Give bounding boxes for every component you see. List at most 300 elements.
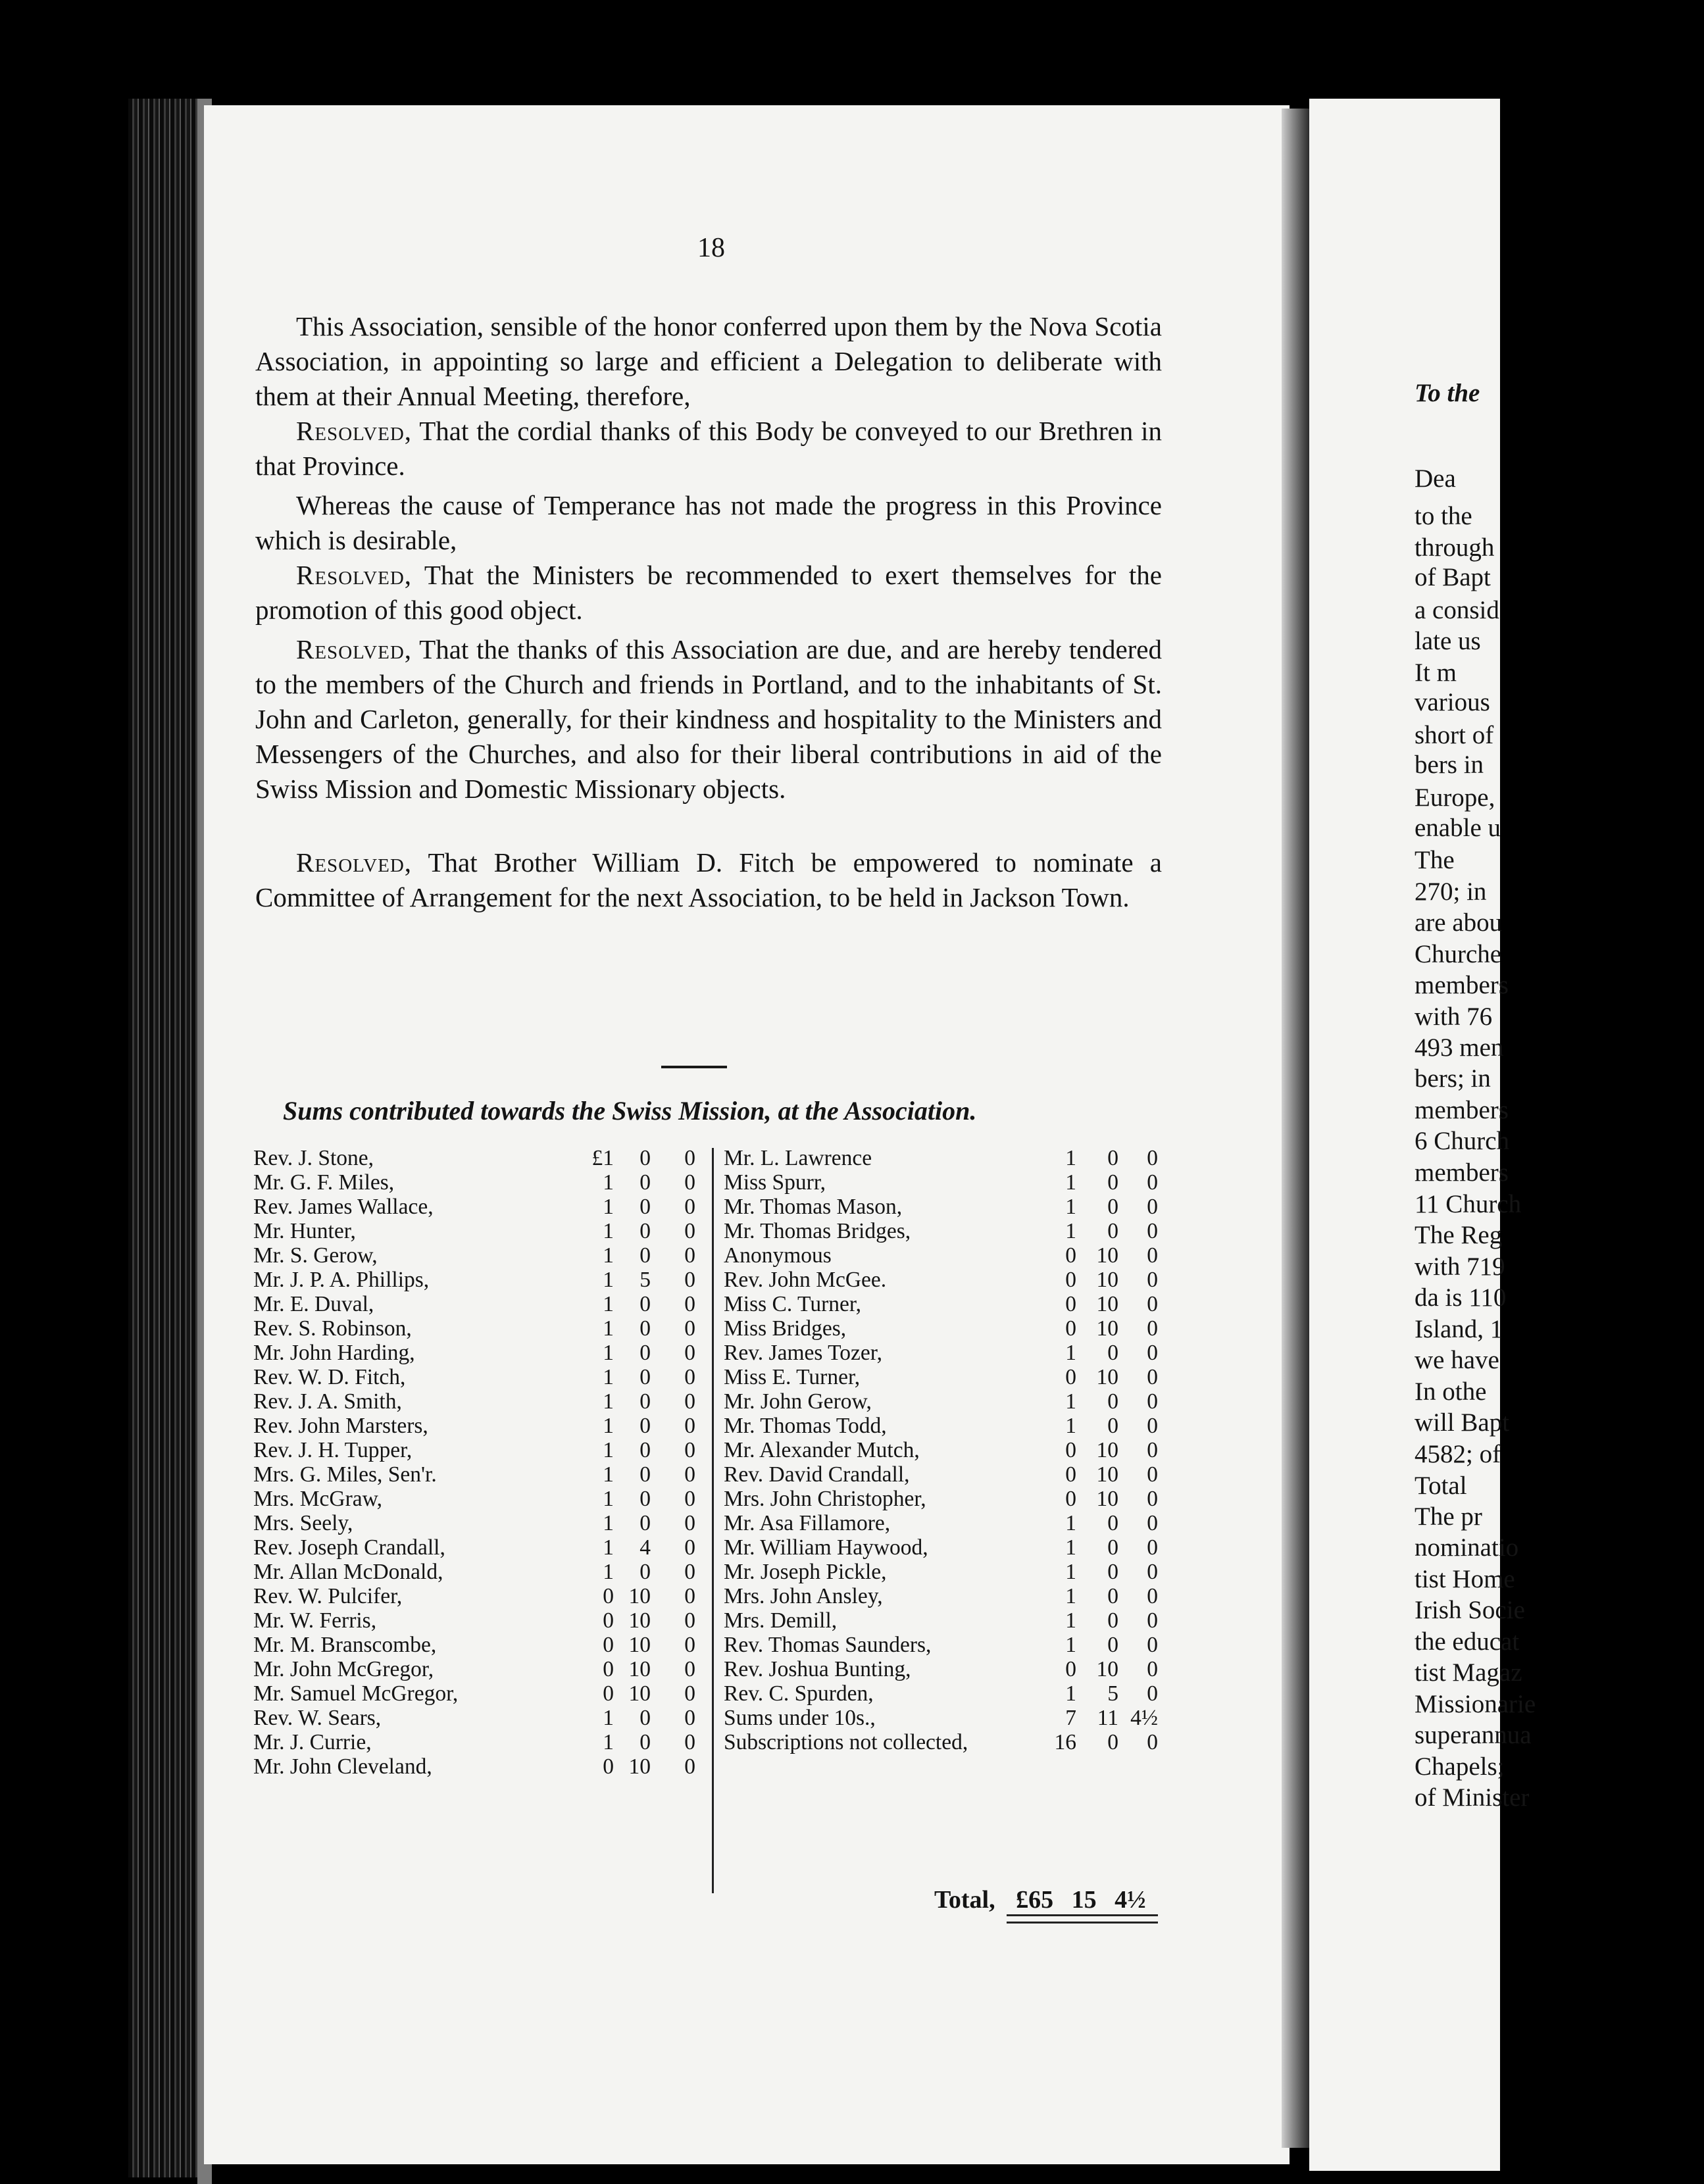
contributor-name: Rev. J. A. Smith, [253,1389,402,1414]
facing-page-line: late us [1415,627,1481,655]
pence-amount: 0 [1147,1584,1158,1608]
contribution-row [724,1487,1184,1511]
contributor-name: Mrs. Seely, [253,1511,353,1535]
contribution-row [724,1365,1184,1389]
facing-page-line: members [1415,1158,1509,1187]
contributor-name: Rev. John McGee. [724,1268,887,1292]
contributor-name: Mr. Thomas Mason, [724,1195,903,1219]
shillings-amount: 10 [1096,1268,1118,1292]
contribution-row [724,1511,1184,1535]
contribution-row [253,1146,707,1170]
contribution-row [724,1438,1184,1462]
shillings-amount: 0 [1107,1633,1118,1657]
pounds-amount: 0 [603,1657,614,1681]
pence-amount: 0 [684,1730,695,1754]
facing-page-line: The Reg [1415,1221,1503,1249]
contributor-name: Miss Bridges, [724,1316,847,1341]
contribution-row [253,1535,707,1560]
contribution-row [253,1754,707,1779]
facing-page-line: of Minister [1415,1783,1530,1812]
pence-amount: 0 [684,1219,695,1243]
contribution-row [253,1657,707,1681]
pounds-amount: 1 [603,1462,614,1487]
facing-page-line: through [1415,534,1495,562]
contributor-name: Miss Spurr, [724,1170,826,1195]
facing-page-line: Europe, [1415,783,1495,812]
page-gutter [1282,109,1309,2148]
facing-page-line: with 719 [1415,1253,1505,1281]
contribution-row [253,1365,707,1389]
contributor-name: Mr. Thomas Todd, [724,1414,887,1438]
contribution-row [253,1706,707,1730]
pence-amount: 0 [1147,1414,1158,1438]
contributor-name: Mr. J. P. A. Phillips, [253,1268,430,1292]
total-pounds: £65 [1016,1886,1054,1914]
contributor-name: Mrs. John Ansley, [724,1584,883,1608]
contribution-row [724,1292,1184,1316]
pounds-amount: 1 [603,1195,614,1219]
contributor-name: Rev. J. Stone, [253,1146,374,1170]
shillings-amount: 0 [639,1511,651,1535]
shillings-amount: 0 [1107,1730,1118,1754]
pence-amount: 0 [1147,1633,1158,1657]
pounds-amount: 1 [603,1292,614,1316]
contribution-row [724,1730,1184,1754]
facing-page-line: tist Home [1415,1565,1515,1593]
facing-page-line: 270; in [1415,878,1487,906]
shillings-amount: 0 [1107,1414,1118,1438]
pounds-amount: 1 [603,1365,614,1389]
pounds-amount: 0 [1065,1462,1076,1487]
shillings-amount: 10 [628,1681,651,1706]
pence-amount: 0 [1147,1560,1158,1584]
contribution-row [253,1560,707,1584]
paragraph-resolved-thanks [255,414,1162,484]
contributor-name: Rev. C. Spurden, [724,1681,874,1706]
pence-amount: 0 [684,1341,695,1365]
contributor-name: Rev. James Wallace, [253,1195,434,1219]
pounds-amount: 0 [1065,1268,1076,1292]
shillings-amount: 0 [639,1487,651,1511]
shillings-amount: 11 [1097,1706,1118,1730]
contribution-row [253,1608,707,1633]
paragraph-resolved-hospitality [255,632,1162,807]
pence-amount: 0 [1147,1316,1158,1341]
pence-amount: 0 [684,1706,695,1730]
contributor-name: Mr. John McGregor, [253,1657,434,1681]
total-shillings: 15 [1071,1886,1097,1914]
table-heading: Sums contributed towards the Swiss Mission, at the Association. [283,1096,977,1126]
facing-page-line: The pr [1415,1502,1482,1531]
pence-amount: 0 [684,1633,695,1657]
contribution-row [253,1487,707,1511]
paragraph-text: That the thanks of this Association are due, and are hereby tendered to the members of the Church and friends in Portland, and to the inhabitants of St. John and Carleton, generally, for their kindness and hospitality to the Ministers and Messengers of the Churches, and also for their liberal contributions in aid of the Swiss Mission and Domestic Missionary objects. [255,634,1162,804]
pence-amount: 0 [684,1268,695,1292]
shillings-amount: 0 [1107,1560,1118,1584]
contribution-row [253,1316,707,1341]
contributor-name: Mr. Samuel McGregor, [253,1681,459,1706]
shillings-amount: 0 [639,1438,651,1462]
contributor-name: Mr. Asa Fillamore, [724,1511,891,1535]
pence-amount: 0 [1147,1341,1158,1365]
pounds-amount: 1 [603,1560,614,1584]
facing-page-line: Missionarie [1415,1690,1536,1718]
pounds-amount: 0 [1065,1316,1076,1341]
shillings-amount: 0 [639,1462,651,1487]
contribution-row [724,1560,1184,1584]
pence-amount: 0 [1147,1243,1158,1268]
contributor-name: Miss E. Turner, [724,1365,861,1389]
pence-amount: 0 [1147,1487,1158,1511]
facing-page-line: Total [1415,1472,1467,1500]
pounds-amount: 1 [603,1730,614,1754]
contributor-name: Mr. John Harding, [253,1341,415,1365]
contribution-row [724,1681,1184,1706]
pence-amount: 0 [684,1535,695,1560]
pence-amount: 0 [1147,1219,1158,1243]
facing-page-line: The [1415,846,1455,874]
pence-amount: 0 [1147,1170,1158,1195]
shillings-amount: 0 [639,1292,651,1316]
facing-page-line: bers; in [1415,1064,1491,1093]
pence-amount: 0 [684,1316,695,1341]
contribution-row [724,1341,1184,1365]
contributor-name: Rev. W. D. Fitch, [253,1365,406,1389]
contributor-name: Mr. Hunter, [253,1219,356,1243]
pence-amount: 0 [684,1243,695,1268]
total-label: Total, [934,1886,995,1914]
shillings-amount: 0 [639,1170,651,1195]
pence-amount: 0 [684,1681,695,1706]
shillings-amount: 0 [1107,1608,1118,1633]
paragraph-text: Whereas the cause of Temperance has not made the progress in this Province which is desirable, [255,490,1162,555]
pounds-amount: 0 [603,1633,614,1657]
contributor-name: Sums under 10s., [724,1706,876,1730]
shillings-amount: 5 [1107,1681,1118,1706]
facing-page-line: bers in [1415,751,1484,779]
pence-amount: 0 [1147,1195,1158,1219]
contribution-row [724,1657,1184,1681]
pounds-amount: 1 [1065,1560,1076,1584]
pounds-amount: 0 [603,1754,614,1779]
facing-page-line: It m [1415,658,1457,687]
contribution-row [724,1219,1184,1243]
paragraph-text: That the cordial thanks of this Body be conveyed to our Brethren in that Province. [255,416,1162,481]
pence-amount: 0 [684,1754,695,1779]
paragraph-delegation [255,309,1162,414]
pounds-amount: 1 [603,1414,614,1438]
shillings-amount: 0 [639,1219,651,1243]
pounds-amount: 1 [1065,1414,1076,1438]
contributor-name: Mr. Thomas Bridges, [724,1219,911,1243]
contribution-row [253,1389,707,1414]
contributor-name: Mr. G. F. Miles, [253,1170,395,1195]
contribution-row [253,1414,707,1438]
pence-amount: 0 [684,1487,695,1511]
pounds-amount: 1 [1065,1633,1076,1657]
pence-amount: 0 [1147,1146,1158,1170]
contributor-name: Rev. W. Sears, [253,1706,382,1730]
facing-page-line: Churche [1415,940,1502,968]
contributor-name: Mr. E. Duval, [253,1292,374,1316]
pence-amount: 0 [1147,1657,1158,1681]
pounds-amount: 1 [603,1268,614,1292]
shillings-amount: 10 [628,1754,651,1779]
pounds-amount: 1 [603,1706,614,1730]
facing-page-line: various [1415,688,1490,716]
contributor-name: Mr. Allan McDonald, [253,1560,443,1584]
pounds-amount: 1 [603,1389,614,1414]
pence-amount: 0 [684,1438,695,1462]
pence-amount: 0 [684,1462,695,1487]
contributor-name: Rev. Joseph Crandall, [253,1535,445,1560]
contributor-name: Mr. Joseph Pickle, [724,1560,887,1584]
shillings-amount: 0 [1107,1146,1118,1170]
shillings-amount: 0 [639,1414,651,1438]
contribution-row [724,1633,1184,1657]
facing-page-line: nominatio [1415,1533,1519,1562]
contributor-name: Mr. W. Ferris, [253,1608,377,1633]
shillings-amount: 0 [639,1706,651,1730]
pence-amount: 0 [684,1365,695,1389]
pence-amount: 0 [684,1170,695,1195]
facing-page-line: da is 110 [1415,1283,1507,1312]
page-number: 18 [697,233,725,263]
shillings-amount: 10 [1096,1487,1118,1511]
pounds-amount: 1 [1065,1511,1076,1535]
pounds-amount: 1 [603,1535,614,1560]
pounds-amount: 1 [603,1316,614,1341]
pounds-amount: 0 [1065,1243,1076,1268]
pence-amount: 0 [1147,1292,1158,1316]
contribution-row [724,1706,1184,1730]
pounds-amount: 1 [1065,1535,1076,1560]
contributor-name: Rev. S. Robinson, [253,1316,412,1341]
paragraph-text: That the Ministers be recommended to exert themselves for the promotion of this good object. [255,560,1162,625]
pounds-amount: 1 [603,1243,614,1268]
total-pence: 4½ [1115,1886,1146,1914]
shillings-amount: 0 [639,1730,651,1754]
contributor-name: Mrs. John Christopher, [724,1487,926,1511]
contribution-row [253,1292,707,1316]
contributor-name: Mr. William Haywood, [724,1535,928,1560]
resolved-label: Resolved, [296,560,413,590]
pence-amount: 0 [684,1195,695,1219]
facing-page-line: Chapels; [1415,1752,1505,1781]
contribution-row [253,1170,707,1195]
pence-amount: 0 [1147,1730,1158,1754]
facing-page-line: will Bapt [1415,1408,1510,1437]
facing-page-line: short of [1415,721,1494,749]
facing-page-line: are abou [1415,908,1503,937]
facing-page-line: Dea [1415,464,1456,493]
facing-page-line: with 76 [1415,1003,1493,1031]
facing-page-line: Irish Socie [1415,1596,1525,1624]
contributor-name: Mr. Alexander Mutch, [724,1438,920,1462]
contribution-row [724,1414,1184,1438]
shillings-amount: 0 [639,1341,651,1365]
contributions-right-column [724,1146,1184,1754]
pence-amount: 0 [1147,1389,1158,1414]
contributor-name: Mr. M. Branscombe, [253,1633,437,1657]
contribution-row [724,1195,1184,1219]
pence-amount: 0 [684,1584,695,1608]
contribution-row [253,1438,707,1462]
contribution-row [253,1341,707,1365]
shillings-amount: 0 [1107,1341,1118,1365]
pounds-amount: 0 [603,1681,614,1706]
book-spine [128,99,204,2177]
contributions-left-column [253,1146,707,1779]
contributor-name: Rev. J. H. Tupper, [253,1438,413,1462]
section-rule [661,1066,727,1068]
contributor-name: Mr. J. Currie, [253,1730,372,1754]
column-divider [712,1148,714,1893]
pounds-amount: 1 [603,1341,614,1365]
shillings-amount: 10 [628,1633,651,1657]
shillings-amount: 0 [1107,1195,1118,1219]
paragraph-resolved-fitch [255,845,1162,915]
paragraph-text: That Brother William D. Fitch be empowered to nominate a Committee of Arrangement for the next Association, to be held in Jackson Town. [255,847,1162,912]
pounds-amount: 1 [1065,1195,1076,1219]
total-double-rule [1007,1914,1158,1923]
pence-amount: 0 [1147,1681,1158,1706]
shillings-amount: 0 [1107,1511,1118,1535]
shillings-amount: 0 [639,1389,651,1414]
pounds-amount: 0 [603,1608,614,1633]
shillings-amount: 10 [1096,1243,1118,1268]
resolved-label: Resolved, [296,847,413,878]
pounds-amount: 1 [1065,1146,1076,1170]
shillings-amount: 10 [1096,1365,1118,1389]
shillings-amount: 10 [1096,1657,1118,1681]
facing-page-line: To the [1415,379,1480,407]
shillings-amount: 0 [639,1560,651,1584]
contribution-row [253,1511,707,1535]
resolved-label: Resolved, [296,634,413,664]
facing-page-line: to the [1415,502,1472,530]
pence-amount: 0 [1147,1268,1158,1292]
contributor-name: Mrs. McGraw, [253,1487,382,1511]
pence-amount: 0 [684,1608,695,1633]
contributor-name: Rev. Joshua Bunting, [724,1657,911,1681]
contributor-name: Mr. L. Lawrence [724,1146,872,1170]
shillings-amount: 5 [639,1268,651,1292]
contributor-name: Mrs. G. Miles, Sen'r. [253,1462,437,1487]
facing-page-line: tist Magaz [1415,1658,1522,1687]
contributor-name: Miss C. Turner, [724,1292,862,1316]
pounds-amount: £1 [591,1146,614,1170]
shillings-amount: 0 [1107,1535,1118,1560]
pence-amount: 0 [1147,1462,1158,1487]
facing-page-line: 493 men [1415,1033,1504,1062]
pence-amount: 0 [1147,1365,1158,1389]
contribution-row [253,1243,707,1268]
contribution-row [253,1268,707,1292]
pounds-amount: 0 [603,1584,614,1608]
shillings-amount: 0 [1107,1170,1118,1195]
pounds-amount: 1 [1065,1584,1076,1608]
contribution-row [724,1268,1184,1292]
contribution-row [724,1462,1184,1487]
pence-amount: 0 [1147,1511,1158,1535]
contributor-name: Mr. S. Gerow, [253,1243,378,1268]
facing-page-line: members [1415,971,1509,999]
pence-amount: 0 [684,1511,695,1535]
facing-page-line: Island, 1 [1415,1315,1503,1343]
shillings-amount: 10 [628,1608,651,1633]
shillings-amount: 0 [1107,1389,1118,1414]
paragraph-temperance [255,488,1162,558]
facing-page-line: 6 Church [1415,1127,1510,1155]
pounds-amount: 1 [603,1170,614,1195]
pence-amount: 0 [684,1560,695,1584]
pounds-amount: 1 [1065,1341,1076,1365]
contribution-row [724,1243,1184,1268]
shillings-amount: 0 [639,1365,651,1389]
facing-page-line: a consid [1415,596,1499,624]
total-line [934,1885,1146,1914]
contributor-name: Mrs. Demill, [724,1608,838,1633]
pounds-amount: 1 [1065,1608,1076,1633]
contribution-row [253,1633,707,1657]
shillings-amount: 0 [639,1146,651,1170]
shillings-amount: 0 [639,1243,651,1268]
pence-amount: 0 [684,1657,695,1681]
pence-amount: 0 [1147,1438,1158,1462]
pence-amount: 0 [1147,1608,1158,1633]
pence-amount: 0 [684,1292,695,1316]
shillings-amount: 10 [628,1584,651,1608]
contribution-row [253,1584,707,1608]
shillings-amount: 0 [1107,1584,1118,1608]
facing-page-line: In othe [1415,1377,1487,1406]
contributor-name: Mr. John Gerow, [724,1389,872,1414]
contributor-name: Rev. David Crandall, [724,1462,910,1487]
facing-page-line: 11 Church [1415,1190,1522,1218]
shillings-amount: 10 [1096,1462,1118,1487]
pounds-amount: 7 [1065,1706,1076,1730]
pounds-amount: 0 [1065,1292,1076,1316]
shillings-amount: 4 [639,1535,651,1560]
pounds-amount: 0 [1065,1657,1076,1681]
contribution-row [724,1608,1184,1633]
contributor-name: Rev. John Marsters, [253,1414,428,1438]
shillings-amount: 0 [639,1195,651,1219]
facing-page-line: 4582; of [1415,1440,1501,1468]
contributor-name: Rev. Thomas Saunders, [724,1633,932,1657]
contribution-row [253,1730,707,1754]
shillings-amount: 10 [628,1657,651,1681]
shillings-amount: 10 [1096,1438,1118,1462]
pounds-amount: 1 [603,1511,614,1535]
pounds-amount: 0 [1065,1487,1076,1511]
pounds-amount: 1 [603,1219,614,1243]
pounds-amount: 1 [1065,1389,1076,1414]
contribution-row [724,1389,1184,1414]
facing-page-line: of Bapt [1415,563,1491,591]
pounds-amount: 1 [1065,1219,1076,1243]
facing-page-line: we have [1415,1346,1499,1374]
facing-page-line: the educat [1415,1627,1520,1656]
pounds-amount: 1 [603,1438,614,1462]
contributor-name: Subscriptions not collected, [724,1730,968,1754]
contribution-row [253,1681,707,1706]
contribution-row [724,1146,1184,1170]
resolved-label: Resolved, [296,416,413,446]
pence-amount: 0 [684,1389,695,1414]
pounds-amount: 1 [603,1487,614,1511]
